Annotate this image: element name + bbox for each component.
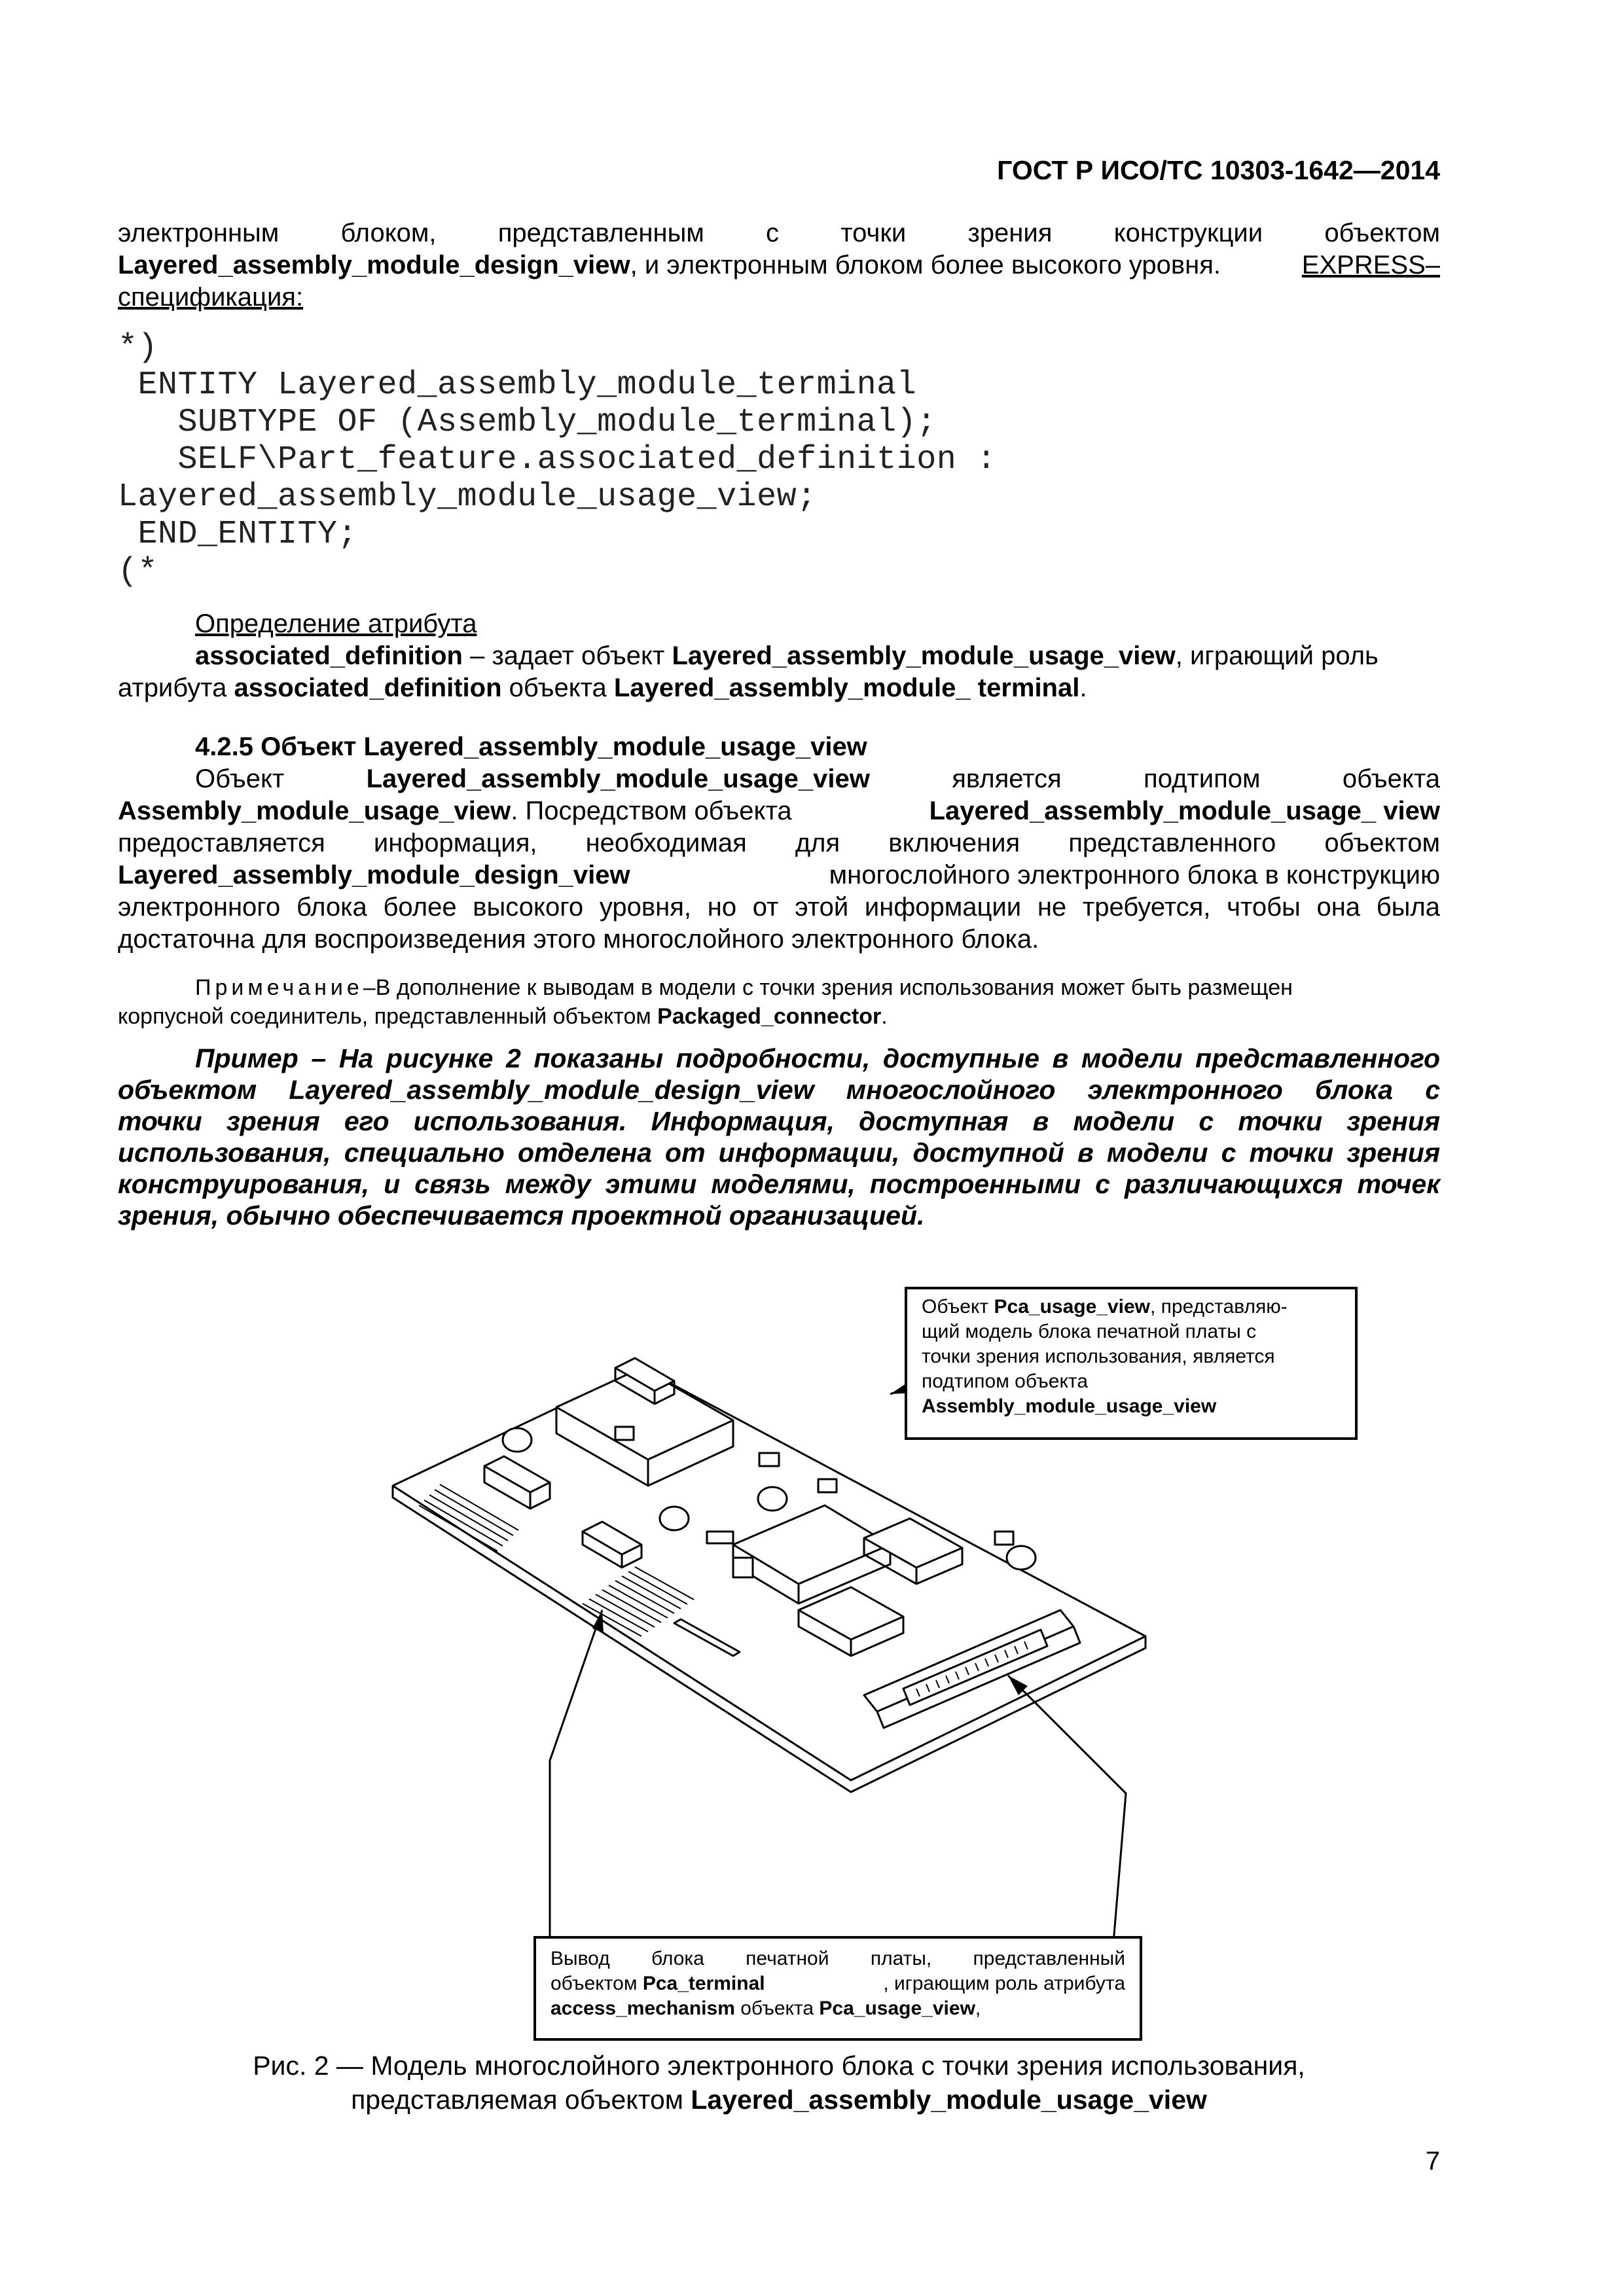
attribute-text: . bbox=[1079, 673, 1087, 702]
attribute-heading: Определение атрибута bbox=[195, 609, 477, 638]
callout-object: Pca_usage_view bbox=[994, 1296, 1150, 1318]
smd-part bbox=[707, 1532, 733, 1543]
express-link[interactable]: EXPRESS– bbox=[1301, 251, 1440, 279]
attribute-name: associated_definition bbox=[234, 673, 502, 702]
attribute-text: – задает объект bbox=[462, 641, 672, 670]
example-line: зрения, обычно обеспечивается проектной организацией. bbox=[118, 1200, 925, 1230]
code-line: *) bbox=[118, 329, 158, 367]
callout-line: подтипом объекта bbox=[922, 1371, 1089, 1392]
callout-line: точки зрения использования, является bbox=[922, 1346, 1275, 1367]
callout-top bbox=[905, 1287, 1358, 1440]
intro-object-name: Layered_assembly_module_design_view bbox=[118, 251, 630, 279]
section-line-5: электронного блока более высокого уровня, но от этой информации не требуется, чтобы она была bbox=[118, 893, 1440, 922]
callout-text: Объект bbox=[922, 1296, 994, 1318]
capacitor bbox=[660, 1507, 689, 1530]
smd-part bbox=[615, 1427, 634, 1440]
figure-caption-line-2 bbox=[118, 2083, 1440, 2117]
code-line: Layered_assembly_module_usage_view; bbox=[118, 478, 817, 516]
code-line: (* bbox=[118, 553, 158, 590]
section-line-3: предоставляется информация, необходимая для включения представленного объектом bbox=[118, 829, 1440, 857]
smd-part bbox=[733, 1558, 753, 1577]
attribute-object: Layered_assembly_module_usage_view bbox=[672, 641, 1176, 670]
note-label: Примечание bbox=[195, 975, 363, 1000]
callout-bottom bbox=[533, 1936, 1142, 2041]
capacitor bbox=[1007, 1546, 1036, 1570]
callout-object: Pca_usage_view bbox=[819, 1998, 975, 2019]
example-line: Пример – На рисунке 2 показаны подробности, доступные в модели представленного bbox=[195, 1043, 1440, 1073]
callout-text: , bbox=[975, 1998, 981, 2019]
smd-part bbox=[818, 1479, 837, 1492]
attribute-object: Layered_assembly_module_ terminal bbox=[613, 673, 1080, 702]
leader-line-left bbox=[550, 1610, 602, 1950]
leader-line-right bbox=[1008, 1676, 1126, 1950]
callout-object: Pca_terminal bbox=[642, 1973, 765, 1994]
section-object: Layered_assembly_module_design_view bbox=[118, 861, 630, 889]
section-text: подтипом bbox=[1144, 764, 1261, 793]
section-object: Assembly_module_usage_view bbox=[118, 797, 511, 825]
figure-caption-line-1: Рис. 2 — Модель многослойного электронного блока с точки зрения использования, bbox=[253, 2051, 1305, 2081]
section-title: 4.2.5 Объект Layered_assembly_module_usage_view bbox=[195, 732, 867, 761]
callout-text: объектом bbox=[550, 1973, 643, 1994]
section-line-2 bbox=[118, 795, 1440, 827]
section-text: . Посредством объекта bbox=[511, 797, 792, 825]
document-header: ГОСТ Р ИСО/ТС 10303-1642—2014 bbox=[997, 155, 1440, 185]
section-text: многослойного электронного блока в конструкцию bbox=[829, 861, 1440, 889]
section-text: является bbox=[952, 764, 1062, 793]
note-text: . bbox=[881, 1004, 888, 1029]
intro-line-2 bbox=[118, 249, 1440, 281]
section-text: объекта bbox=[1342, 764, 1440, 793]
note-object: Packaged_connector bbox=[657, 1004, 882, 1029]
note-line-2 bbox=[118, 1002, 888, 1031]
callout-line: Вывод блока печатной платы, представленный bbox=[550, 1948, 1125, 1969]
code-line: ENTITY Layered_assembly_module_terminal bbox=[118, 367, 917, 404]
intro-line-1: электронным блоком, представленным с точки зрения конструкции объектом bbox=[118, 219, 1440, 247]
note-line-1 bbox=[195, 973, 1440, 1002]
callout-line: щий модель блока печатной платы с bbox=[922, 1321, 1257, 1342]
caption-text: представляемая объектом bbox=[351, 2085, 691, 2115]
callout-text: , играющим роль атрибута bbox=[883, 1973, 1125, 1994]
callout-text: объекта bbox=[734, 1998, 820, 2019]
caption-object: Layered_assembly_module_usage_view bbox=[691, 2085, 1207, 2115]
express-link-cont[interactable]: спецификация: bbox=[118, 283, 304, 312]
intro-text: , и электронным блоком более высокого уровня. bbox=[630, 251, 1221, 279]
example-line: использования, специально отделена от информации, доступной в модели с точки зрения bbox=[118, 1138, 1440, 1168]
capacitor bbox=[503, 1428, 532, 1452]
section-line-1 bbox=[195, 763, 1440, 795]
example-line: объектом Layered_assembly_module_design_view многослойного электронного блока с bbox=[118, 1075, 1440, 1105]
capacitor bbox=[758, 1487, 787, 1511]
callout-object: access_mechanism bbox=[550, 1998, 735, 2019]
attribute-line-1 bbox=[195, 640, 1440, 672]
attribute-text: объекта bbox=[501, 673, 614, 702]
section-line-6: достаточна для воспроизведения этого многослойного электронного блока. bbox=[118, 925, 1039, 954]
code-line: SUBTYPE OF (Assembly_module_terminal); bbox=[118, 404, 937, 441]
example-line: точки зрения его использования. Информация, доступная в модели с точки зрения bbox=[118, 1106, 1440, 1136]
attribute-text: атрибута bbox=[118, 673, 234, 702]
attribute-name: associated_definition bbox=[195, 641, 463, 670]
section-object: Layered_assembly_module_usage_ view bbox=[929, 797, 1440, 825]
example-line: конструирования, и связь между этими моделями, построенными с различающихся точек bbox=[118, 1169, 1440, 1199]
code-line: SELF\Part_feature.associated_definition : bbox=[118, 441, 997, 478]
note-text: –В дополнение к выводам в модели с точки зрения использования может быть размещен bbox=[363, 975, 1293, 1000]
attribute-line-2 bbox=[118, 672, 1087, 704]
page-number: 7 bbox=[1425, 2147, 1440, 2176]
section-line-4 bbox=[118, 859, 1440, 891]
callout-object: Assembly_module_usage_view bbox=[922, 1395, 1217, 1417]
smd-part bbox=[995, 1532, 1013, 1545]
callout-line bbox=[550, 1996, 1125, 2021]
code-line: END_ENTITY; bbox=[118, 516, 358, 553]
note-text: корпусной соединитель, представленный объектом bbox=[118, 1004, 658, 1029]
smd-part bbox=[759, 1453, 779, 1466]
callout-line bbox=[922, 1295, 1341, 1319]
section-text: Объект bbox=[195, 764, 285, 793]
callout-line bbox=[550, 1971, 1125, 1996]
section-object: Layered_assembly_module_usage_view bbox=[366, 764, 870, 793]
attribute-text: , играющий роль bbox=[1175, 641, 1379, 670]
callout-text: , представляю- bbox=[1150, 1296, 1288, 1318]
